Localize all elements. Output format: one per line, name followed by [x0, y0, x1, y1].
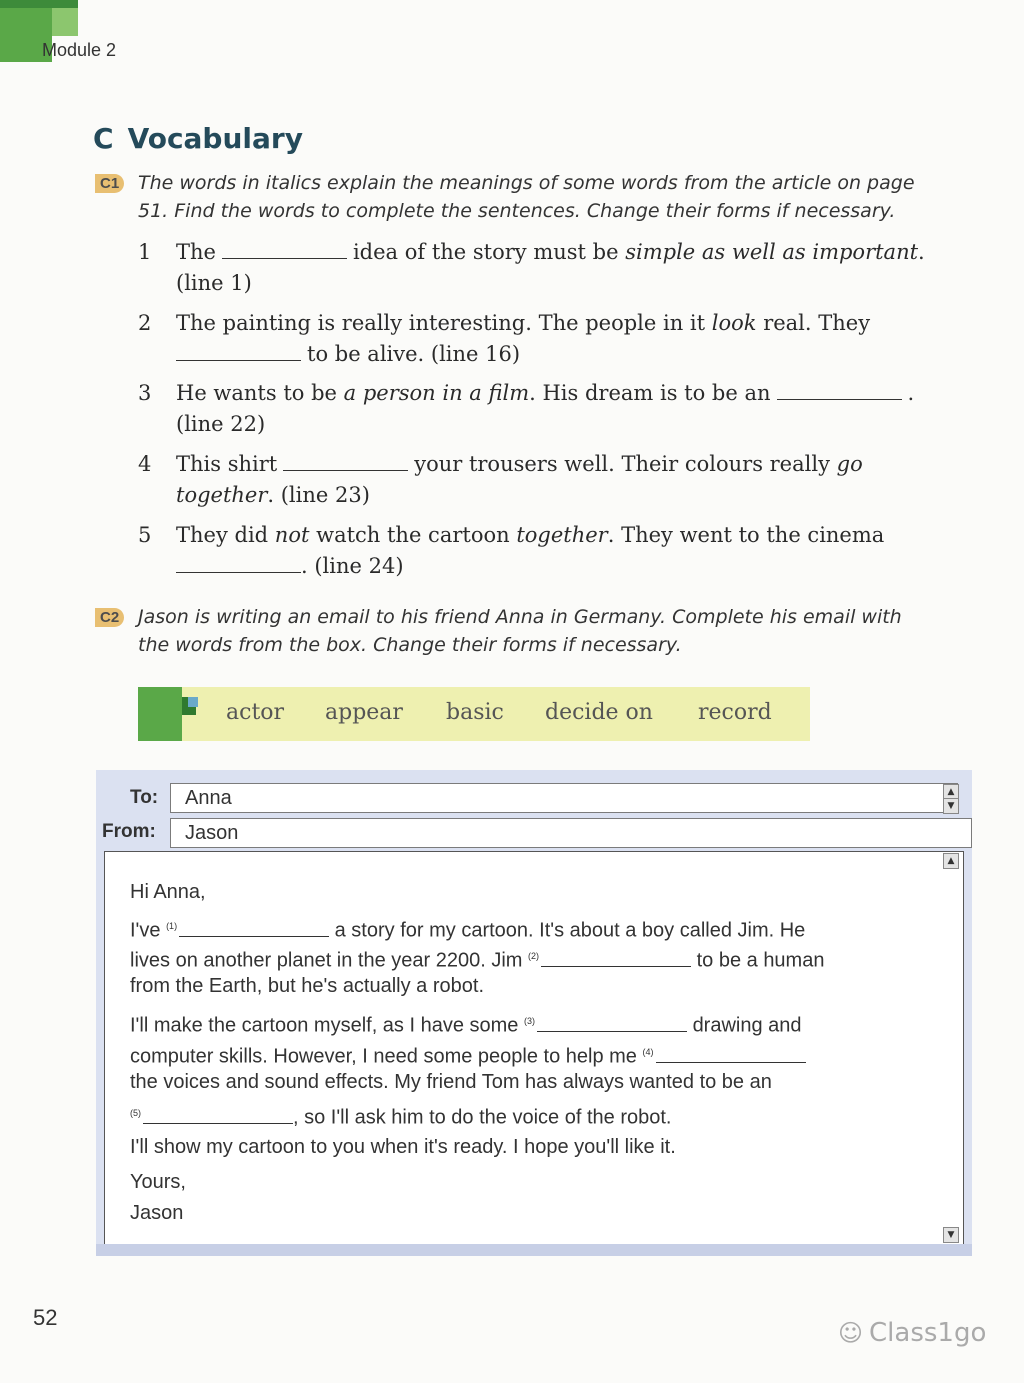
- gap-number: (5): [130, 1108, 141, 1118]
- page-number: 52: [33, 1305, 58, 1330]
- watermark: [838, 1318, 986, 1348]
- item-line-ref: (line 1): [176, 271, 252, 295]
- scroll-down-icon[interactable]: ▼: [943, 798, 959, 814]
- body-scroll-down-icon[interactable]: ▼: [943, 1227, 959, 1243]
- to-label: To:: [130, 787, 159, 808]
- corner-decoration-dark: [0, 0, 78, 8]
- email-text: a story for my cartoon. It's about a boy called Jim. He: [334, 919, 806, 942]
- from-label: From:: [102, 821, 156, 842]
- exercise-tag-c2: C2: [95, 608, 124, 627]
- email-line: the voices and sound effects. My friend Tom has always wanted to be an: [130, 1071, 772, 1093]
- item-text: . (line 24): [301, 554, 404, 578]
- item-text: real. They: [763, 311, 871, 335]
- item-text: your trousers well. Their colours really: [414, 452, 830, 476]
- word-box-decoration: [138, 687, 182, 741]
- email-text: lives on another planet in the year 2200. Jim: [130, 949, 523, 972]
- item-text: The painting is really interesting. The people in it: [176, 311, 706, 335]
- item-number: 3: [138, 381, 152, 405]
- email-signature: Jason: [130, 1202, 184, 1224]
- word-box: [138, 687, 810, 741]
- item-number: 1: [138, 240, 152, 264]
- answer-blank[interactable]: [777, 381, 902, 400]
- email-text: , so I'll ask him to do the voice of the robot.: [293, 1106, 672, 1129]
- section-title: [93, 122, 303, 155]
- exercise-tag-c1: C1: [95, 174, 124, 193]
- item-italic: together: [176, 483, 268, 507]
- item-number: 2: [138, 311, 152, 335]
- item-italic: not: [274, 523, 310, 547]
- email-blank-5[interactable]: [143, 1107, 293, 1124]
- item-text: . (line 23): [267, 483, 370, 507]
- item-italic: go: [836, 452, 863, 476]
- email-line: I'll show my cartoon to you when it's ready. I hope you'll like it.: [130, 1136, 676, 1158]
- word-appear: appear: [325, 700, 403, 725]
- c2-instruction: [138, 603, 978, 659]
- email-text: I'll make the cartoon myself, as I have some: [130, 1014, 519, 1037]
- item-text: to be alive. (line 16): [307, 342, 521, 366]
- section-name: Vocabulary: [127, 122, 303, 155]
- module-label: Module 2: [42, 40, 117, 60]
- from-field[interactable]: Jason: [170, 818, 972, 848]
- email-blank-1[interactable]: [179, 920, 329, 937]
- word-basic: basic: [446, 700, 504, 725]
- email-blank-4[interactable]: [656, 1046, 806, 1063]
- item-text: .: [918, 240, 925, 264]
- watermark-text: Class1go: [869, 1318, 987, 1348]
- email-line: [130, 1098, 671, 1133]
- answer-blank[interactable]: [176, 554, 301, 573]
- email-text: I've: [130, 919, 161, 942]
- email-text: drawing and: [692, 1014, 802, 1037]
- item-number: 5: [138, 523, 152, 547]
- item-text: watch the cartoon: [316, 523, 510, 547]
- c1-instruction-line2: 51. Find the words to complete the sentences. Change their forms if necessary.: [138, 200, 896, 222]
- item-italic: a person in a film: [343, 381, 530, 405]
- item-text: idea of the story must be: [352, 240, 619, 264]
- gap-number: (1): [166, 921, 178, 931]
- email-line: [130, 1006, 802, 1041]
- gap-number: (3): [524, 1016, 535, 1026]
- section-letter: C: [93, 122, 114, 155]
- gap-number: (2): [528, 951, 540, 961]
- item-line-ref: (line 22): [176, 412, 266, 436]
- word-box-decoration-blue: [188, 697, 198, 707]
- email-greeting: Hi Anna,: [130, 881, 206, 903]
- body-scroll-up-icon[interactable]: ▲: [943, 853, 959, 869]
- word-record: record: [698, 700, 772, 725]
- to-field[interactable]: Anna: [170, 783, 958, 813]
- answer-blank[interactable]: [283, 452, 408, 471]
- email-closing: Yours,: [130, 1171, 186, 1193]
- item-text: . His dream is to be an: [529, 381, 771, 405]
- item-italic: together: [516, 523, 608, 547]
- email-text: to be a human: [696, 949, 825, 972]
- answer-blank[interactable]: [222, 240, 347, 259]
- email-text: computer skills. However, I need some people to help me: [130, 1045, 637, 1068]
- c1-instruction: [138, 169, 978, 225]
- c2-instruction-line1: Jason is writing an email to his friend Anna in Germany. Complete his email with: [138, 606, 902, 628]
- email-blank-3[interactable]: [537, 1015, 687, 1032]
- wechat-icon: ☺: [838, 1319, 864, 1347]
- word-decide-on: decide on: [545, 700, 653, 725]
- c1-instruction-line1: The words in italics explain the meanings of some words from the article on page: [138, 172, 915, 194]
- answer-blank[interactable]: [176, 342, 301, 361]
- c2-instruction-line2: the words from the box. Change their forms if necessary.: [138, 634, 682, 656]
- item-number: 4: [138, 452, 152, 476]
- word-actor: actor: [226, 700, 285, 725]
- email-window-bottom: [96, 1244, 972, 1256]
- item-text: He wants to be: [176, 381, 337, 405]
- email-blank-2[interactable]: [541, 950, 691, 967]
- item-text: The: [176, 240, 216, 264]
- item-italic: simple as well as important: [625, 240, 919, 264]
- item-text: They did: [176, 523, 269, 547]
- item-text: . They went to the cinema: [607, 523, 885, 547]
- item-text: This shirt: [176, 452, 278, 476]
- scroll-up-icon[interactable]: ▲: [943, 784, 959, 800]
- email-line: from the Earth, but he's actually a robot.: [130, 975, 485, 997]
- item-text: .: [907, 381, 915, 405]
- item-italic: look: [711, 311, 757, 335]
- gap-number: (4): [642, 1047, 654, 1057]
